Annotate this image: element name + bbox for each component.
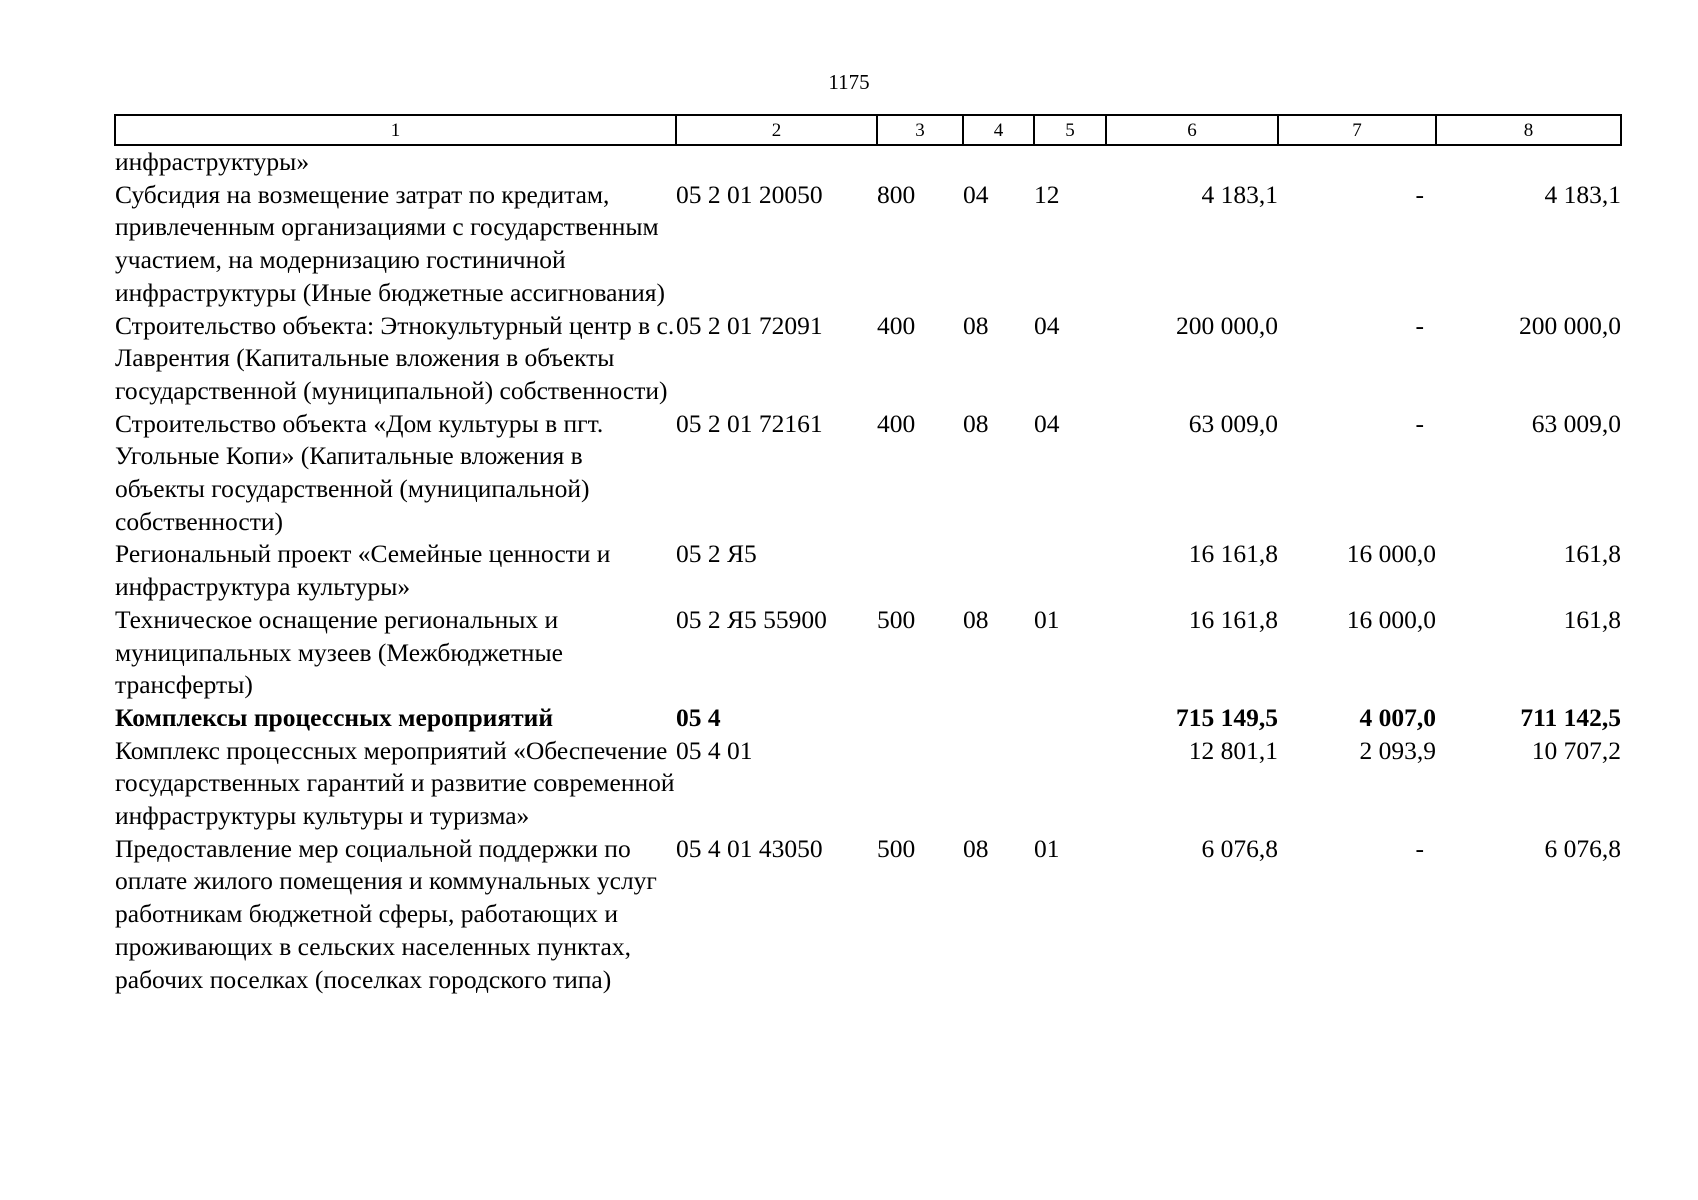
row-col-5 bbox=[1034, 702, 1106, 735]
table-row bbox=[115, 604, 1621, 702]
header-col-6: 6 bbox=[1106, 115, 1278, 145]
table-row bbox=[115, 735, 1621, 833]
row-value-8: 10 707,2 bbox=[1531, 735, 1621, 765]
row-value-6: 16 161,8 bbox=[1188, 539, 1278, 569]
row-col-3: 400 bbox=[877, 408, 916, 438]
header-col-8: 8 bbox=[1436, 115, 1621, 145]
table-row bbox=[115, 408, 1621, 539]
row-col-4 bbox=[963, 702, 1034, 735]
row-name: Комплекс процессных мероприятий «Обеспечение государственных гарантий и развитие современной инфраструктуры культуры и туризма» bbox=[115, 735, 675, 831]
table-row bbox=[115, 179, 1621, 310]
row-code: 05 4 bbox=[676, 702, 721, 732]
header-col-5: 5 bbox=[1034, 115, 1106, 145]
row-code: 05 2 Я5 55900 bbox=[676, 604, 827, 634]
header-col-1: 1 bbox=[115, 115, 676, 145]
row-col-3 bbox=[877, 735, 963, 833]
row-value-8: 161,8 bbox=[1563, 604, 1621, 634]
row-value-7: 16 000,0 bbox=[1346, 539, 1436, 569]
row-value-6: 63 009,0 bbox=[1188, 408, 1278, 438]
row-name: Техническое оснащение региональных и муниципальных музеев (Межбюджетные трансферты) bbox=[115, 604, 563, 700]
row-value-8: 4 183,1 bbox=[1544, 179, 1621, 209]
row-col-5: 01 bbox=[1034, 833, 1060, 863]
table-row bbox=[115, 833, 1621, 997]
row-value-6: 16 161,8 bbox=[1188, 604, 1278, 634]
header-row bbox=[115, 115, 1621, 145]
row-value-7: - bbox=[1415, 408, 1424, 438]
row-name: Субсидия на возмещение затрат по кредитам, привлеченным организациями с государственным участием, на модернизацию гостиничной инфраструктуры (Иные бюджетные ассигнования) bbox=[115, 179, 665, 307]
row-value-8: 200 000,0 bbox=[1519, 310, 1621, 340]
row-code: 05 2 01 72091 bbox=[676, 310, 823, 340]
row-col-5: 04 bbox=[1034, 310, 1060, 340]
row-value-6: 200 000,0 bbox=[1176, 310, 1278, 340]
table-row bbox=[115, 145, 1621, 179]
row-name: инфраструктуры» bbox=[115, 147, 310, 176]
row-value-6: 6 076,8 bbox=[1201, 833, 1278, 863]
table-body bbox=[115, 145, 1621, 996]
row-col-5: 12 bbox=[1034, 179, 1060, 209]
row-col-3: 500 bbox=[877, 604, 916, 634]
row-value-7 bbox=[1278, 145, 1436, 179]
row-value-8: 711 142,5 bbox=[1520, 702, 1621, 732]
row-value-8: 6 076,8 bbox=[1544, 833, 1621, 863]
table-header bbox=[115, 115, 1621, 145]
row-col-5 bbox=[1034, 735, 1106, 833]
row-value-8: 161,8 bbox=[1563, 539, 1621, 569]
row-code: 05 4 01 43050 bbox=[676, 833, 823, 863]
row-col-4: 08 bbox=[963, 604, 989, 634]
row-col-4 bbox=[963, 735, 1034, 833]
row-col-3: 800 bbox=[877, 179, 916, 209]
table-row bbox=[115, 702, 1621, 735]
row-value-6: 4 183,1 bbox=[1201, 179, 1278, 209]
table-row bbox=[115, 310, 1621, 408]
row-col-5 bbox=[1034, 145, 1106, 179]
header-col-4: 4 bbox=[963, 115, 1034, 145]
row-value-8 bbox=[1436, 145, 1621, 179]
row-col-4: 04 bbox=[963, 179, 989, 209]
row-name: Предоставление мер социальной поддержки по оплате жилого помещения и коммунальных услуг работникам бюджетной сферы, работающих и проживающих в сельских населенных пунктах, рабочих поселках (поселках городского типа) bbox=[115, 833, 657, 994]
row-value-7: 4 007,0 bbox=[1359, 702, 1436, 732]
row-value-6: 715 149,5 bbox=[1176, 702, 1278, 732]
header-col-7: 7 bbox=[1278, 115, 1436, 145]
row-col-3 bbox=[877, 145, 963, 179]
row-col-4 bbox=[963, 538, 1034, 603]
row-name: Комплексы процессных мероприятий bbox=[115, 702, 554, 732]
row-col-3: 500 bbox=[877, 833, 916, 863]
row-col-3: 400 bbox=[877, 310, 916, 340]
row-col-3 bbox=[877, 702, 963, 735]
row-value-7: - bbox=[1415, 833, 1424, 863]
row-col-4 bbox=[963, 145, 1034, 179]
row-col-5: 01 bbox=[1034, 604, 1060, 634]
row-col-4: 08 bbox=[963, 310, 989, 340]
row-value-7: 2 093,9 bbox=[1359, 735, 1436, 765]
row-value-6: 12 801,1 bbox=[1188, 735, 1278, 765]
row-code bbox=[676, 145, 877, 179]
row-code: 05 4 01 bbox=[676, 735, 753, 765]
row-code: 05 2 01 20050 bbox=[676, 179, 823, 209]
budget-table bbox=[114, 114, 1622, 996]
table-row bbox=[115, 538, 1621, 603]
row-value-6 bbox=[1106, 145, 1278, 179]
row-name: Строительство объекта «Дом культуры в пгт. Угольные Копи» (Капитальные вложения в объекты государственной (муниципальной) собственности) bbox=[115, 408, 604, 536]
row-value-8: 63 009,0 bbox=[1531, 408, 1621, 438]
row-col-5: 04 bbox=[1034, 408, 1060, 438]
row-code: 05 2 Я5 bbox=[676, 539, 757, 569]
row-col-5 bbox=[1034, 538, 1106, 603]
row-col-4: 08 bbox=[963, 833, 989, 863]
header-col-3: 3 bbox=[877, 115, 963, 145]
row-col-4: 08 bbox=[963, 408, 989, 438]
row-value-7: - bbox=[1415, 179, 1424, 209]
page-number: 1175 bbox=[828, 70, 870, 94]
row-value-7: 16 000,0 bbox=[1346, 604, 1436, 634]
row-code: 05 2 01 72161 bbox=[676, 408, 823, 438]
header-col-2: 2 bbox=[676, 115, 877, 145]
row-name: Региональный проект «Семейные ценности и инфраструктура культуры» bbox=[115, 539, 611, 602]
row-value-7: - bbox=[1415, 310, 1424, 340]
row-name: Строительство объекта: Этнокультурный центр в с. Лаврентия (Капитальные вложения в объекты государственной (муниципальной) собственности) bbox=[115, 310, 675, 405]
row-col-3 bbox=[877, 538, 963, 603]
